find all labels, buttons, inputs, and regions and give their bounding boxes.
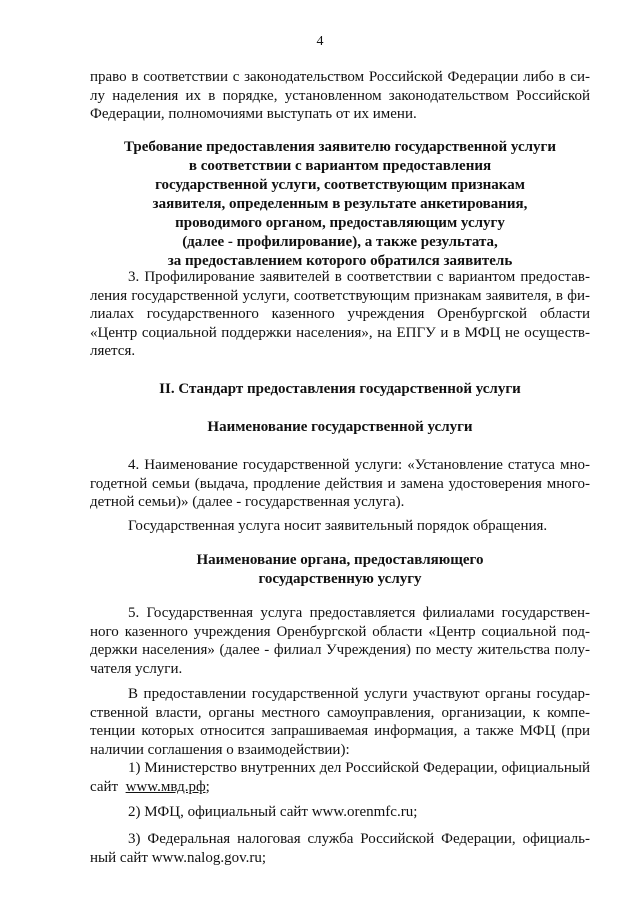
- heading-profiling: [60, 138, 620, 271]
- text-line: ляется.: [90, 343, 136, 359]
- text-line: наличии соглашения о взаимодействии):: [90, 741, 350, 758]
- text-line: 3. Профилирование заявителей в соответствии с вариантом предостав-: [128, 269, 590, 285]
- site-prefix: сайт: [90, 778, 119, 795]
- paragraph-participants: [90, 685, 590, 796]
- heading-line: государственную услугу: [258, 571, 422, 587]
- section-heading: II. Стандарт предоставления государственной услуги: [159, 381, 521, 397]
- text-line: лиалах государственного казенного учреждения Оренбургской области: [90, 306, 590, 322]
- text-line: 5. Государственная услуга предоставляется филиалами государствен-: [128, 605, 590, 621]
- item-3: [90, 830, 590, 867]
- text-line: Федерации, полномочиями выступать от их имени.: [90, 106, 417, 122]
- text-line: чателя услуги.: [90, 660, 183, 677]
- text-line: 3) Федеральная налоговая служба Российской Федерации, официаль-: [128, 831, 590, 847]
- text-line: держки населения» (далее - филиал Учреждения) по месту жительства полу-: [90, 642, 590, 658]
- text-line: 2) МФЦ, официальный сайт www.orenmfc.ru;: [128, 804, 418, 820]
- heading-line: за предоставлением которого обратился заявитель: [167, 253, 513, 269]
- heading-service-name: Наименование государственной услуги: [207, 419, 473, 435]
- text-line: В предоставлении государственной услуги участвуют органы государ-: [128, 686, 590, 702]
- paragraph-3: [90, 268, 590, 361]
- heading-organ: [60, 551, 620, 589]
- paragraph-4: [90, 456, 590, 512]
- page-number: 4: [316, 34, 324, 49]
- text-line: тенции которых относится запрашиваемая информация, а также МФЦ (при: [90, 723, 590, 739]
- text-line: лу наделения их в порядке, установленном законодательством Российской: [90, 87, 590, 104]
- text-line: ный сайт www.nalog.gov.ru;: [90, 849, 267, 866]
- text-line: ственной власти, органы местного самоуправления, организации, к компе-: [90, 704, 590, 721]
- heading-line: государственной услуги, соответствующим признакам: [155, 177, 525, 193]
- mvd-link[interactable]: www.мвд.рф;: [125, 778, 210, 795]
- text-line: 1) Министерство внутренних дел Российской Федерации, официальный: [128, 760, 590, 776]
- heading-line: Требование предоставления заявителю государственной услуги: [124, 139, 556, 155]
- item-2: [90, 803, 590, 822]
- text-line: годетной семьи (выдача, продление действия и замена удостоверения много-: [90, 475, 590, 492]
- intro-paragraph: [90, 68, 590, 124]
- text-line: [90, 778, 590, 797]
- heading-line: (далее - профилирование), а также результата,: [182, 234, 498, 250]
- text-line: детной семьи)» (далее - государственная услуга).: [90, 494, 405, 510]
- heading-line: Наименование органа, предоставляющего: [196, 552, 484, 568]
- heading-line: проводимого органом, предоставляющим услугу: [175, 215, 505, 231]
- paragraph-5: [90, 604, 590, 678]
- text-line: право в соответствии с законодательством Российской Федерации либо в си-: [90, 69, 590, 85]
- paragraph-order: [90, 517, 590, 536]
- heading-line: в соответствии с вариантом предоставления: [188, 158, 492, 174]
- text-line: Государственная услуга носит заявительный порядок обращения.: [128, 518, 548, 534]
- text-line: ного казенного учреждения Оренбургской области «Центр социальной под-: [90, 623, 590, 640]
- text-line: 4. Наименование государственной услуги: «Установление статуса мно-: [128, 457, 590, 473]
- text-line: ления государственной услуги, соответствующим признакам заявителя, в фи-: [90, 287, 590, 304]
- heading-line: заявителя, определенным в результате анкетирования,: [152, 196, 528, 212]
- text-line: «Центр социальной поддержки населения», на ЕПГУ и в МФЦ не осуществ-: [90, 324, 590, 341]
